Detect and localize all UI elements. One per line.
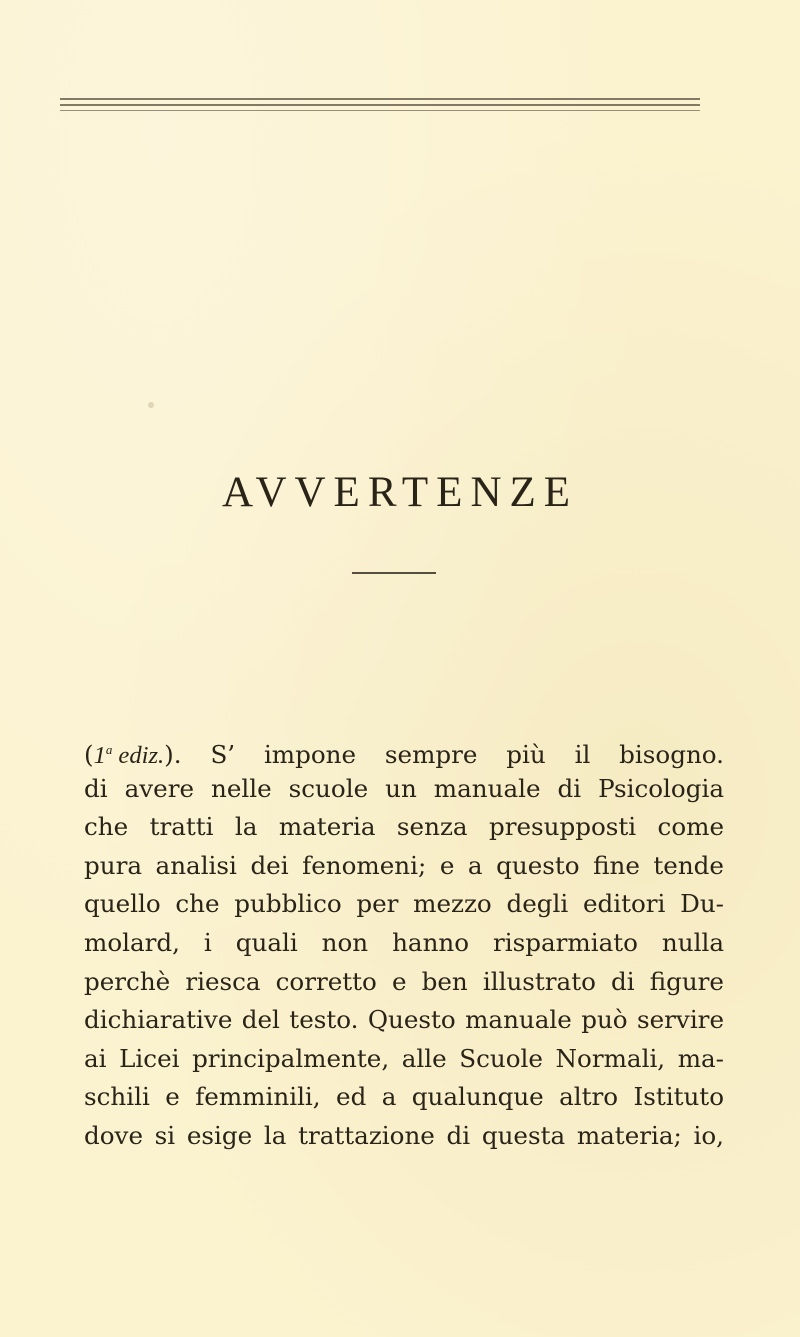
top-rule-line — [60, 110, 700, 111]
paragraph-line: quello che pubblico per mezzo degli editori Du- — [84, 889, 724, 919]
paragraph-line: dichiarative del testo. Questo manuale può servire — [84, 1005, 724, 1035]
paragraph-line: schili e femminili, ed a qualunque altro Istituto — [84, 1082, 724, 1112]
paragraph-line: pura analisi dei fenomeni; e a questo fine tende — [84, 850, 724, 880]
edition-word: ediz. — [118, 742, 165, 770]
edition-superscript: a — [105, 742, 113, 757]
paragraph-line: di avere nelle scuole un manuale di Psicologia — [84, 773, 724, 803]
paragraph-line: ai Licei principalmente, alle Scuole Normali, ma- — [84, 1043, 724, 1073]
body-paragraph — [84, 731, 724, 1156]
top-rule-line — [60, 98, 700, 100]
top-rule-line — [60, 104, 700, 106]
edition-note: (1$^a$ ediz.). — [84, 740, 182, 770]
paragraph-line: molard, i quali non hanno risparmiato nulla — [84, 927, 724, 957]
paragraph-line-1 — [84, 731, 724, 770]
page-title: AVVERTENZE — [221, 469, 579, 516]
paragraph-line: che tratti la materia senza presupposti come — [84, 812, 724, 842]
paper-spot — [148, 402, 154, 408]
edition-number: 1 — [93, 742, 106, 770]
paragraph-line: perchè riesca corretto e ben illustrato di figure — [84, 966, 724, 996]
title-underline — [352, 572, 436, 574]
first-line-text: S’ impone sempre più il bisogno. — [210, 740, 724, 770]
paragraph-line: dove si esige la trattazione di questa materia; io, — [84, 1120, 724, 1150]
top-double-rule — [60, 98, 700, 118]
